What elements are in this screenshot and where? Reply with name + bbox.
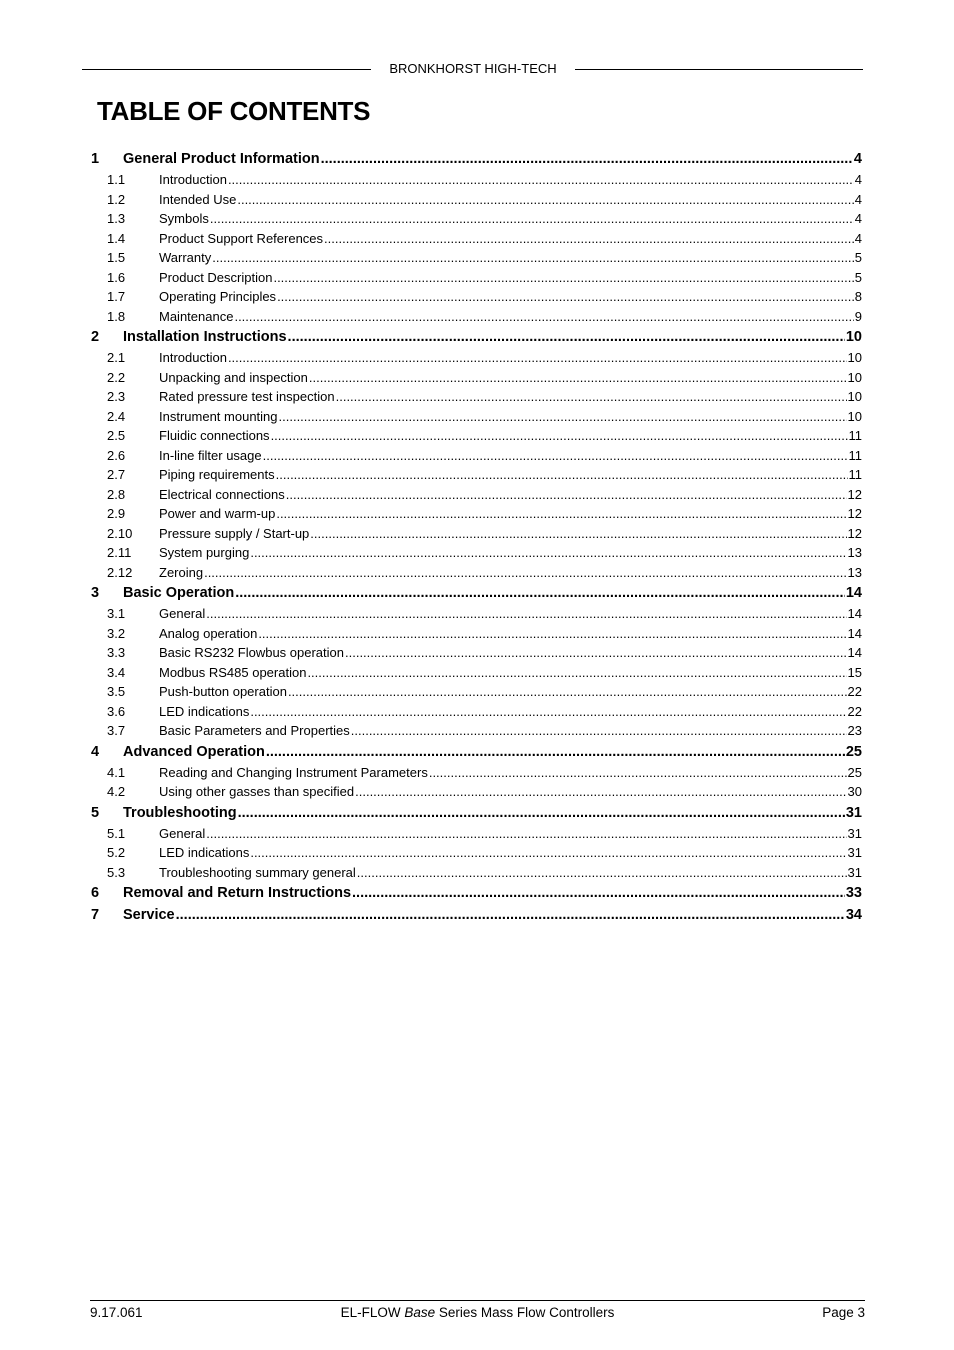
footer-rule xyxy=(90,1300,865,1301)
toc-entry-title[interactable]: Instrument mounting xyxy=(159,408,278,424)
toc-dot-leader xyxy=(204,563,846,583)
toc-section-entry[interactable] xyxy=(91,190,862,210)
table-of-contents xyxy=(91,148,862,926)
toc-dot-leader xyxy=(288,326,845,348)
toc-entry-page[interactable]: 5 xyxy=(854,269,862,285)
toc-dot-leader xyxy=(309,368,847,388)
toc-entry-number: 2.8 xyxy=(107,486,126,502)
toc-dot-leader xyxy=(228,170,854,190)
toc-entry-number: 5.3 xyxy=(107,864,126,880)
toc-entry-page[interactable]: 12 xyxy=(847,486,862,502)
toc-entry-title[interactable]: Piping requirements xyxy=(159,467,275,482)
footer-title-suffix: Series Mass Flow Controllers xyxy=(435,1305,615,1320)
toc-section-entry[interactable] xyxy=(91,209,862,229)
toc-entry-title[interactable]: Analog operation xyxy=(159,625,258,641)
toc-entry-number: 2.9 xyxy=(107,506,126,521)
header-title: BRONKHORST HIGH-TECH xyxy=(389,61,557,76)
toc-section-entry[interactable] xyxy=(91,307,862,327)
toc-entry-number: 6 xyxy=(91,885,100,901)
toc-entry-number: 4.2 xyxy=(107,784,126,799)
toc-chapter-entry[interactable] xyxy=(91,802,862,824)
toc-entry-title[interactable]: Troubleshooting summary general xyxy=(159,864,356,880)
toc-dot-leader xyxy=(237,190,853,210)
toc-entry-page[interactable]: 33 xyxy=(845,885,862,901)
toc-dot-leader xyxy=(234,307,853,327)
toc-entry-page[interactable]: 4 xyxy=(854,230,862,246)
toc-dot-leader xyxy=(355,782,846,802)
toc-entry-number: 4.1 xyxy=(107,764,126,780)
toc-dot-leader xyxy=(206,824,846,844)
toc-entry-number: 2.12 xyxy=(107,564,133,580)
toc-dot-leader xyxy=(250,543,846,563)
toc-entry-page[interactable]: 15 xyxy=(847,664,862,680)
toc-dot-leader xyxy=(279,407,847,427)
toc-entry-page[interactable]: 8 xyxy=(854,289,862,304)
toc-entry-page[interactable]: 4 xyxy=(854,211,862,226)
toc-dot-leader xyxy=(273,268,853,288)
toc-dot-leader xyxy=(235,582,845,604)
toc-entry-title[interactable]: Basic Parameters and Properties xyxy=(159,723,350,738)
toc-chapter-entry[interactable] xyxy=(91,741,862,763)
toc-entry-number: 2.10 xyxy=(107,525,133,541)
toc-dot-leader xyxy=(250,702,846,722)
toc-entry-title[interactable]: Electrical connections xyxy=(159,486,285,502)
toc-dot-leader xyxy=(307,663,846,683)
toc-section-entry[interactable] xyxy=(91,721,862,741)
toc-dot-leader xyxy=(357,863,847,883)
toc-entry-title[interactable]: Introduction xyxy=(159,350,227,365)
toc-entry-page[interactable]: 11 xyxy=(848,428,862,443)
toc-entry-number: 1.3 xyxy=(107,211,126,226)
toc-dot-leader xyxy=(276,504,846,524)
toc-entry-page[interactable]: 4 xyxy=(853,151,862,167)
toc-entry-title[interactable]: System purging xyxy=(159,545,250,560)
toc-entry-title[interactable]: Introduction xyxy=(159,172,227,187)
toc-entry-page[interactable]: 14 xyxy=(847,645,862,660)
toc-entry-page[interactable]: 23 xyxy=(847,723,862,738)
toc-entry-title[interactable]: Product Support References xyxy=(159,230,324,246)
toc-entry-number: 3.6 xyxy=(107,703,126,719)
toc-entry-title[interactable]: Operating Principles xyxy=(159,289,277,304)
toc-entry-page[interactable]: 14 xyxy=(845,585,862,601)
toc-entry-page[interactable]: 10 xyxy=(845,329,862,345)
toc-section-entry[interactable] xyxy=(91,268,862,288)
toc-section-entry[interactable] xyxy=(91,643,862,663)
toc-section-entry[interactable] xyxy=(91,248,862,268)
toc-entry-title[interactable]: Push-button operation xyxy=(159,684,287,699)
toc-entry-number: 2.5 xyxy=(107,428,126,443)
toc-entry-page[interactable]: 10 xyxy=(847,389,862,404)
toc-entry-title[interactable]: Rated pressure test inspection xyxy=(159,389,335,404)
toc-entry-title[interactable]: LED indications xyxy=(159,703,250,719)
toc-entry-page[interactable]: 34 xyxy=(845,907,862,923)
toc-entry-page[interactable]: 31 xyxy=(847,845,862,860)
toc-entry-page[interactable]: 31 xyxy=(847,825,862,841)
toc-entry-title[interactable]: Warranty xyxy=(159,250,212,265)
toc-entry-title[interactable]: Service xyxy=(123,907,175,923)
toc-section-entry[interactable] xyxy=(91,446,862,466)
toc-section-entry[interactable] xyxy=(91,426,862,446)
toc-section-entry[interactable] xyxy=(91,229,862,249)
toc-entry-title[interactable]: Reading and Changing Instrument Parameters xyxy=(159,764,428,780)
toc-section-entry[interactable] xyxy=(91,604,862,624)
toc-section-entry[interactable] xyxy=(91,524,862,544)
toc-entry-number: 1.2 xyxy=(107,191,126,207)
page-footer xyxy=(90,1300,865,1324)
toc-entry-title[interactable]: General xyxy=(159,825,206,841)
toc-entry-page[interactable]: 13 xyxy=(847,564,862,580)
toc-section-entry[interactable] xyxy=(91,543,862,563)
toc-entry-page[interactable]: 22 xyxy=(847,684,862,699)
toc-entry-title[interactable]: Product Description xyxy=(159,269,273,285)
toc-entry-number: 2.1 xyxy=(107,350,126,365)
toc-entry-number: 2.3 xyxy=(107,389,126,404)
toc-entry-number: 1 xyxy=(91,151,100,167)
toc-entry-title[interactable]: Advanced Operation xyxy=(123,743,265,760)
toc-entry-page[interactable]: 25 xyxy=(847,764,862,780)
toc-section-entry[interactable] xyxy=(91,563,862,583)
footer-title-prefix: EL-FLOW xyxy=(340,1305,405,1320)
toc-entry-page[interactable]: 14 xyxy=(847,606,862,621)
toc-entry-title[interactable]: Maintenance xyxy=(159,308,234,324)
toc-dot-leader xyxy=(310,524,846,544)
toc-dot-leader xyxy=(276,465,848,485)
toc-dot-leader xyxy=(429,763,847,783)
toc-section-entry[interactable] xyxy=(91,682,862,702)
toc-entry-number: 1.5 xyxy=(107,250,126,265)
footer-doc-number: 9.17.061 xyxy=(90,1305,143,1320)
header-rule-right xyxy=(575,69,863,70)
toc-chapter-entry[interactable] xyxy=(91,882,862,904)
toc-entry-title[interactable]: Symbols xyxy=(159,211,209,226)
toc-entry-number: 3 xyxy=(91,585,100,601)
header-rule-left xyxy=(82,69,371,70)
toc-dot-leader xyxy=(336,387,847,407)
toc-entry-number: 1.8 xyxy=(107,308,126,324)
toc-dot-leader xyxy=(250,843,846,863)
toc-entry-number: 3.3 xyxy=(107,645,126,660)
toc-entry-number: 2.11 xyxy=(107,545,132,560)
toc-dot-leader xyxy=(238,802,845,824)
toc-entry-title[interactable]: Using other gasses than specified xyxy=(159,784,355,799)
toc-entry-number: 1.7 xyxy=(107,289,126,304)
toc-entry-title[interactable]: Basic Operation xyxy=(123,585,235,601)
toc-dot-leader xyxy=(321,148,853,170)
toc-heading: TABLE OF CONTENTS xyxy=(97,96,371,126)
toc-entry-title[interactable]: Pressure supply / Start-up xyxy=(159,525,310,541)
toc-entry-title[interactable]: Power and warm-up xyxy=(159,506,276,521)
toc-entry-page[interactable]: 31 xyxy=(845,804,862,821)
toc-entry-title[interactable]: In-line filter usage xyxy=(159,447,262,463)
toc-section-entry[interactable] xyxy=(91,763,862,783)
toc-entry-title[interactable]: Intended Use xyxy=(159,191,237,207)
toc-entry-page[interactable]: 9 xyxy=(854,308,862,324)
toc-entry-number: 3.1 xyxy=(107,606,126,621)
toc-dot-leader xyxy=(212,248,854,268)
toc-entry-number: 3.2 xyxy=(107,625,126,641)
toc-section-entry[interactable] xyxy=(91,782,862,802)
toc-entry-title[interactable]: Unpacking and inspection xyxy=(159,369,308,385)
toc-entry-page[interactable]: 11 xyxy=(848,467,862,482)
footer-title-italic: Base xyxy=(404,1305,436,1320)
toc-section-entry[interactable] xyxy=(91,702,862,722)
toc-dot-leader xyxy=(271,426,848,446)
toc-section-entry[interactable] xyxy=(91,504,862,524)
toc-entry-number: 1.6 xyxy=(107,269,126,285)
toc-section-entry[interactable] xyxy=(91,863,862,883)
toc-dot-leader xyxy=(258,624,846,644)
toc-dot-leader xyxy=(176,904,845,926)
toc-dot-leader xyxy=(351,721,847,741)
toc-dot-leader xyxy=(286,485,847,505)
toc-entry-page[interactable]: 12 xyxy=(847,525,862,541)
toc-entry-title[interactable]: Fluidic connections xyxy=(159,428,270,443)
toc-entry-page[interactable]: 12 xyxy=(847,506,862,521)
toc-entry-number: 5.2 xyxy=(107,845,126,860)
toc-entry-title[interactable]: Troubleshooting xyxy=(123,804,237,821)
toc-entry-number: 2.2 xyxy=(107,369,126,385)
toc-dot-leader xyxy=(263,446,848,466)
toc-section-entry[interactable] xyxy=(91,465,862,485)
toc-entry-number: 2.7 xyxy=(107,467,126,482)
toc-entry-title[interactable]: Modbus RS485 operation xyxy=(159,664,307,680)
toc-section-entry[interactable] xyxy=(91,170,862,190)
toc-section-entry[interactable] xyxy=(91,663,862,683)
toc-entry-number: 2.4 xyxy=(107,408,126,424)
toc-dot-leader xyxy=(277,287,854,307)
toc-entry-title[interactable]: Removal and Return Instructions xyxy=(123,885,352,901)
toc-entry-number: 3.5 xyxy=(107,684,126,699)
toc-entry-number: 2.6 xyxy=(107,447,126,463)
toc-entry-page[interactable]: 4 xyxy=(854,191,862,207)
toc-section-entry[interactable] xyxy=(91,624,862,644)
toc-entry-page[interactable]: 30 xyxy=(847,784,862,799)
toc-entry-title[interactable]: Zeroing xyxy=(159,564,204,580)
toc-entry-page[interactable]: 13 xyxy=(847,545,862,560)
toc-entry-page[interactable]: 4 xyxy=(854,172,862,187)
toc-dot-leader xyxy=(345,643,847,663)
toc-entry-number: 5 xyxy=(91,804,100,821)
footer-document-title xyxy=(90,1305,865,1321)
toc-entry-page[interactable]: 25 xyxy=(845,743,862,760)
toc-entry-page[interactable]: 11 xyxy=(848,447,862,463)
toc-entry-page[interactable]: 14 xyxy=(847,625,862,641)
toc-dot-leader xyxy=(288,682,847,702)
toc-entry-title[interactable]: General Product Information xyxy=(123,151,320,167)
toc-entry-number: 5.1 xyxy=(107,825,126,841)
toc-entry-number: 7 xyxy=(91,907,100,923)
toc-entry-page[interactable]: 31 xyxy=(847,864,862,880)
toc-dot-leader xyxy=(206,604,846,624)
toc-dot-leader xyxy=(352,882,845,904)
toc-entry-title[interactable]: LED indications xyxy=(159,845,250,860)
toc-entry-number: 2 xyxy=(91,329,100,345)
toc-entry-page[interactable]: 10 xyxy=(847,369,862,385)
toc-entry-title[interactable]: Basic RS232 Flowbus operation xyxy=(159,645,344,660)
footer-page-number: Page 3 xyxy=(822,1305,865,1320)
toc-chapter-entry[interactable] xyxy=(91,582,862,604)
page-header xyxy=(82,61,863,77)
toc-section-entry[interactable] xyxy=(91,824,862,844)
toc-section-entry[interactable] xyxy=(91,843,862,863)
toc-dot-leader xyxy=(228,348,847,368)
toc-section-entry[interactable] xyxy=(91,348,862,368)
toc-entry-page[interactable]: 10 xyxy=(847,350,862,365)
toc-dot-leader xyxy=(210,209,854,229)
toc-section-entry[interactable] xyxy=(91,368,862,388)
toc-entry-title[interactable]: General xyxy=(159,606,206,621)
toc-entry-page[interactable]: 10 xyxy=(847,408,862,424)
toc-entry-page[interactable]: 5 xyxy=(854,250,862,265)
toc-chapter-entry[interactable] xyxy=(91,326,862,348)
toc-entry-number: 3.7 xyxy=(107,723,126,738)
toc-entry-page[interactable]: 22 xyxy=(847,703,862,719)
toc-chapter-entry[interactable] xyxy=(91,904,862,926)
toc-entry-title[interactable]: Installation Instructions xyxy=(123,329,287,345)
toc-entry-number: 3.4 xyxy=(107,664,126,680)
toc-section-entry[interactable] xyxy=(91,387,862,407)
toc-dot-leader xyxy=(324,229,854,249)
toc-entry-number: 1.1 xyxy=(107,172,126,187)
toc-chapter-entry[interactable] xyxy=(91,148,862,170)
toc-entry-number: 4 xyxy=(91,743,100,760)
toc-section-entry[interactable] xyxy=(91,407,862,427)
toc-section-entry[interactable] xyxy=(91,287,862,307)
toc-section-entry[interactable] xyxy=(91,485,862,505)
toc-entry-number: 1.4 xyxy=(107,230,126,246)
toc-dot-leader xyxy=(266,741,845,763)
